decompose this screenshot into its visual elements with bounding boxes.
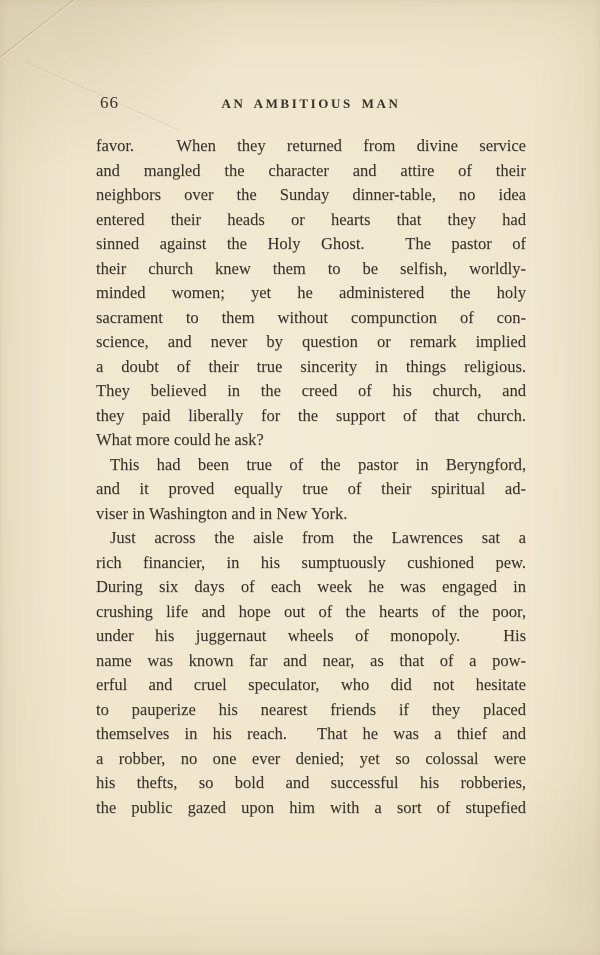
text-line: crushing life and hope out of the hearts of the poor, xyxy=(96,601,526,621)
text-line: What more could he ask? xyxy=(96,430,264,449)
text-line: entered their heads or hearts that they had xyxy=(96,209,526,229)
text-line: a robber, no one ever denied; yet so colossal were xyxy=(96,748,526,768)
running-header xyxy=(96,93,526,113)
text-line: sacrament to them without compunction of con- xyxy=(96,307,526,327)
paragraph xyxy=(96,134,526,453)
text-line: viser in Washington and in New York. xyxy=(96,503,348,523)
paragraph xyxy=(96,453,526,527)
paragraph xyxy=(96,526,526,820)
text-line: erful and cruel speculator, who did not hesitate xyxy=(96,675,526,694)
text-line: This had been true of the pastor in Beryngford, xyxy=(110,454,526,474)
text-line: They believed in the creed of his church, and xyxy=(96,381,526,400)
text-line: his thefts, so bold and successful his robberies, xyxy=(96,773,526,792)
text-line: favor. When they returned from divine service xyxy=(96,136,526,155)
text-line: minded women; yet he administered the holy xyxy=(96,283,526,302)
text-line: a doubt of their true sincerity in things religious. xyxy=(96,356,526,376)
text-line: and it proved equally true of their spiritual ad- xyxy=(96,479,526,498)
paper-crease xyxy=(0,0,89,69)
text-line: their church knew them to be selfish, worldly- xyxy=(96,258,526,278)
text-line: rich financier, in his sumptuously cushioned pew. xyxy=(96,552,526,572)
text-line: to pauperize his nearest friends if they placed xyxy=(96,699,526,719)
text-line: they paid liberally for the support of that church. xyxy=(96,405,526,425)
text-block xyxy=(96,134,526,820)
text-line: neighbors over the Sunday dinner-table, no idea xyxy=(96,185,526,204)
text-line: During six days of each week he was engaged in xyxy=(96,577,526,596)
text-line: science, and never by question or remark implied xyxy=(96,332,526,351)
text-line: sinned against the Holy Ghost. The pastor of xyxy=(96,234,526,253)
text-line: under his juggernaut wheels of monopoly. His xyxy=(96,626,526,645)
text-line: the public gazed upon him with a sort of stupefied xyxy=(96,797,526,817)
text-line: themselves in his reach. That he was a thief and xyxy=(96,724,526,743)
running-title: AN AMBITIOUS MAN xyxy=(221,96,401,111)
text-line: Just across the aisle from the Lawrences sat a xyxy=(110,528,526,547)
text-line: and mangled the character and attire of their xyxy=(96,160,526,180)
page-number: 66 xyxy=(100,93,119,112)
text-line: name was known far and near, as that of a pow- xyxy=(96,650,526,670)
